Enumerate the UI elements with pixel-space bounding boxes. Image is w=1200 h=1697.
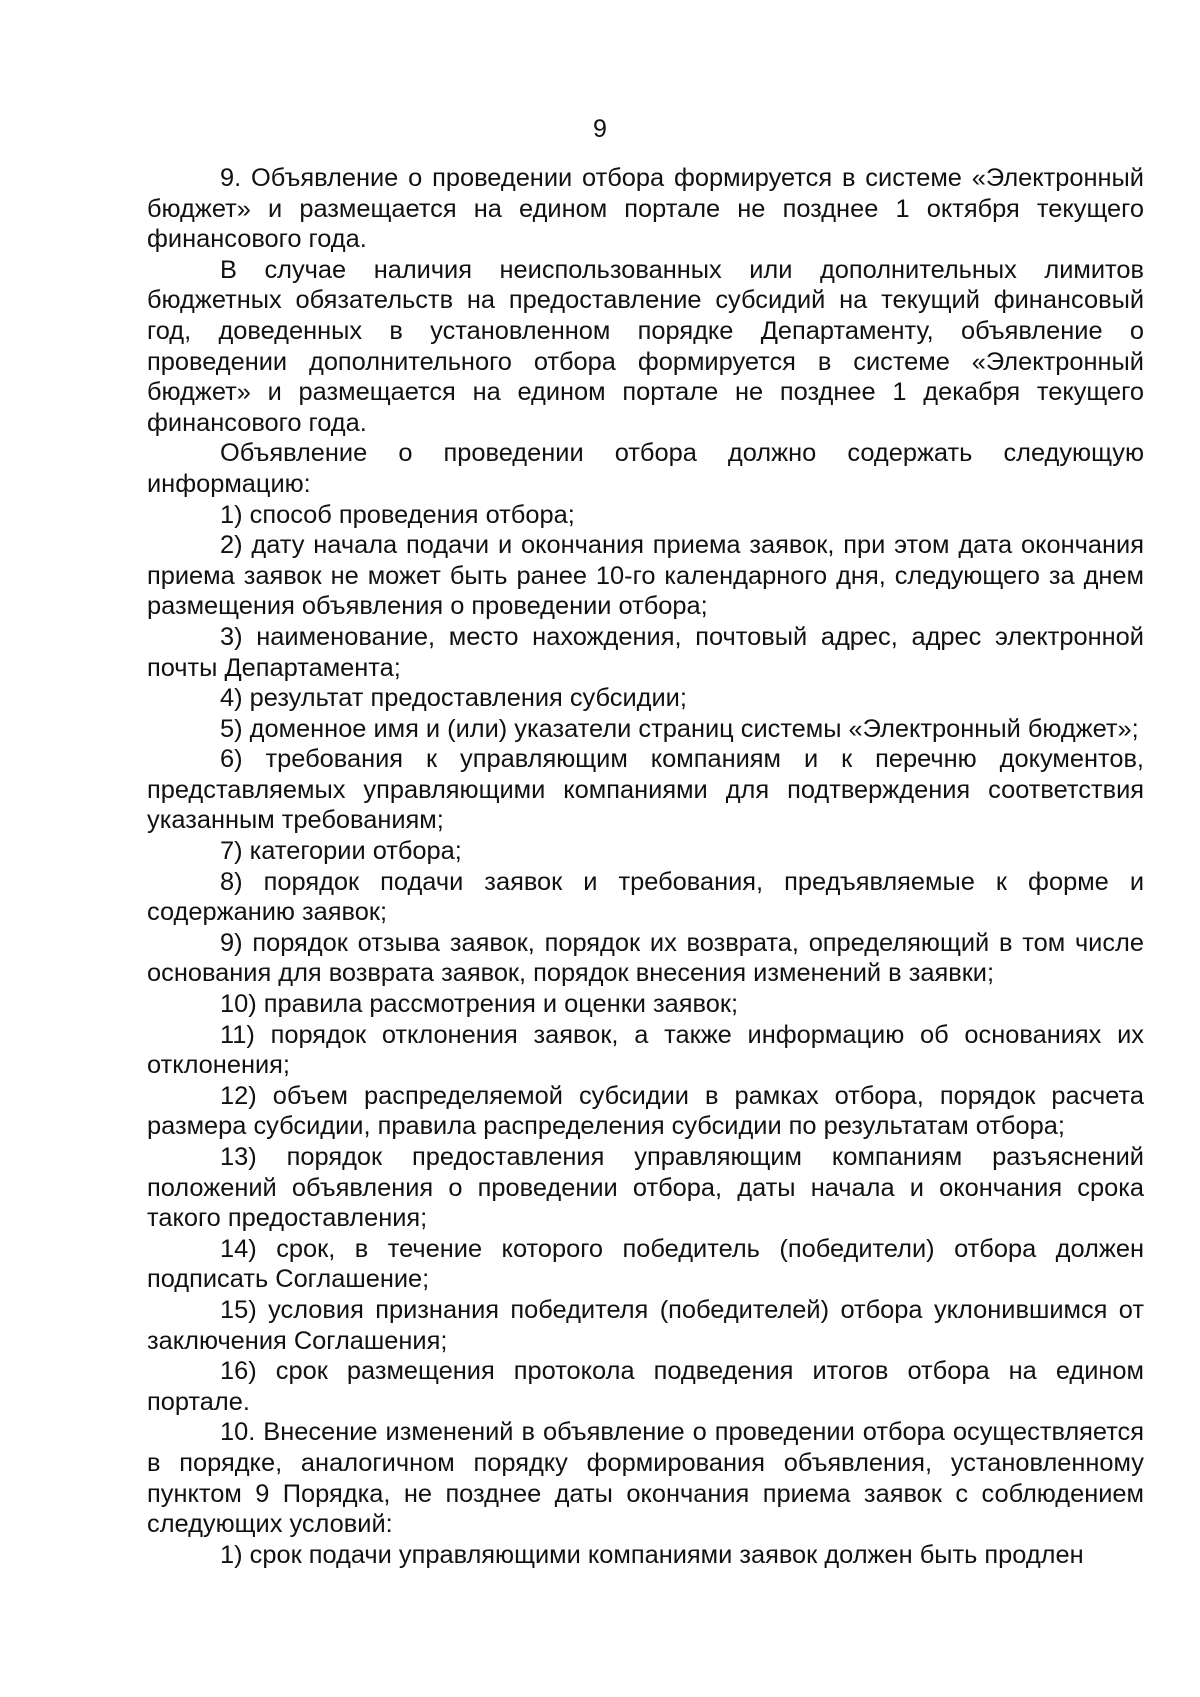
list-item-9: 9) порядок отзыва заявок, порядок их возврата, определяющий в том числе основания для возврата заявок, порядок внесения изменений в заявки; xyxy=(147,928,1144,988)
list-item-10: 10) правила рассмотрения и оценки заявок; xyxy=(220,990,739,1019)
list-item-2: 2) дату начала подачи и окончания приема заявок, при этом дата окончания приема заявок не может быть ранее 10-го календарного дня, следующего за днем размещения объявления о проведении отбора; xyxy=(147,531,1144,621)
list-item-14: 14) срок, в течение которого победитель (победители) отбора должен подписать Соглашение; xyxy=(147,1234,1144,1294)
paragraph-announcement-contents: Объявление о проведении отбора должно содержать следующую информацию: xyxy=(147,439,1144,498)
list-item-11: 11) порядок отклонения заявок, а также информацию об основаниях их отклонения; xyxy=(147,1020,1144,1080)
list-item-3: 3) наименование, место нахождения, почтовый адрес, адрес электронной почты Департамента; xyxy=(147,622,1144,682)
paragraph-additional-selection: В случае наличия неиспользованных или дополнительных лимитов бюджетных обязательств на предоставление субсидий на текущий финансовый год, доведенных в установленном порядке Департаменту, объявление о проведении дополнительного отбора формируется в системе «Электронный бюджет» и размещается на едином портале не позднее 1 декабря текущего финансового года. xyxy=(147,255,1144,437)
document-body xyxy=(147,163,1144,1570)
list-item-7: 7) категории отбора; xyxy=(220,837,462,866)
list-item-5: 5) доменное имя и (или) указатели страниц системы «Электронный бюджет»; xyxy=(220,714,1139,743)
list-item-12: 12) объем распределяемой субсидии в рамках отбора, порядок расчета размера субсидии, правила распределения субсидии по результатам отбора; xyxy=(147,1081,1144,1141)
list-item-13: 13) порядок предоставления управляющим компаниям разъяснений положений объявления о проведении отбора, даты начала и окончания срока такого предоставления; xyxy=(147,1143,1144,1233)
list-item-8: 8) порядок подачи заявок и требования, предъявляемые к форме и содержанию заявок; xyxy=(147,867,1144,927)
list-item-15: 15) условия признания победителя (победителей) отбора уклонившимся от заключения Соглашения; xyxy=(147,1295,1144,1355)
paragraph-item-9: 9. Объявление о проведении отбора формируется в системе «Электронный бюджет» и размещается на едином портале не позднее 1 октября текущего финансового года. xyxy=(147,164,1144,254)
paragraph-item-10: 10. Внесение изменений в объявление о проведении отбора осуществляется в порядке, аналогичном порядку формирования объявления, установленному пунктом 9 Порядка, не позднее даты окончания приема заявок с соблюдением следующих условий: xyxy=(147,1418,1144,1539)
list-item-16: 16) срок размещения протокола подведения итогов отбора на едином портале. xyxy=(147,1357,1144,1416)
list-item-6: 6) требования к управляющим компаниям и к перечню документов, представляемых управляющими компаниями для подтверждения соответствия указанным требованиям; xyxy=(147,745,1144,835)
list-item-4: 4) результат предоставления субсидии; xyxy=(220,684,687,713)
list-item-1-conditions: 1) срок подачи управляющими компаниями заявок должен быть продлен xyxy=(220,1540,1084,1569)
page-number: 9 xyxy=(593,115,607,143)
list-item-1: 1) способ проведения отбора; xyxy=(220,500,575,529)
